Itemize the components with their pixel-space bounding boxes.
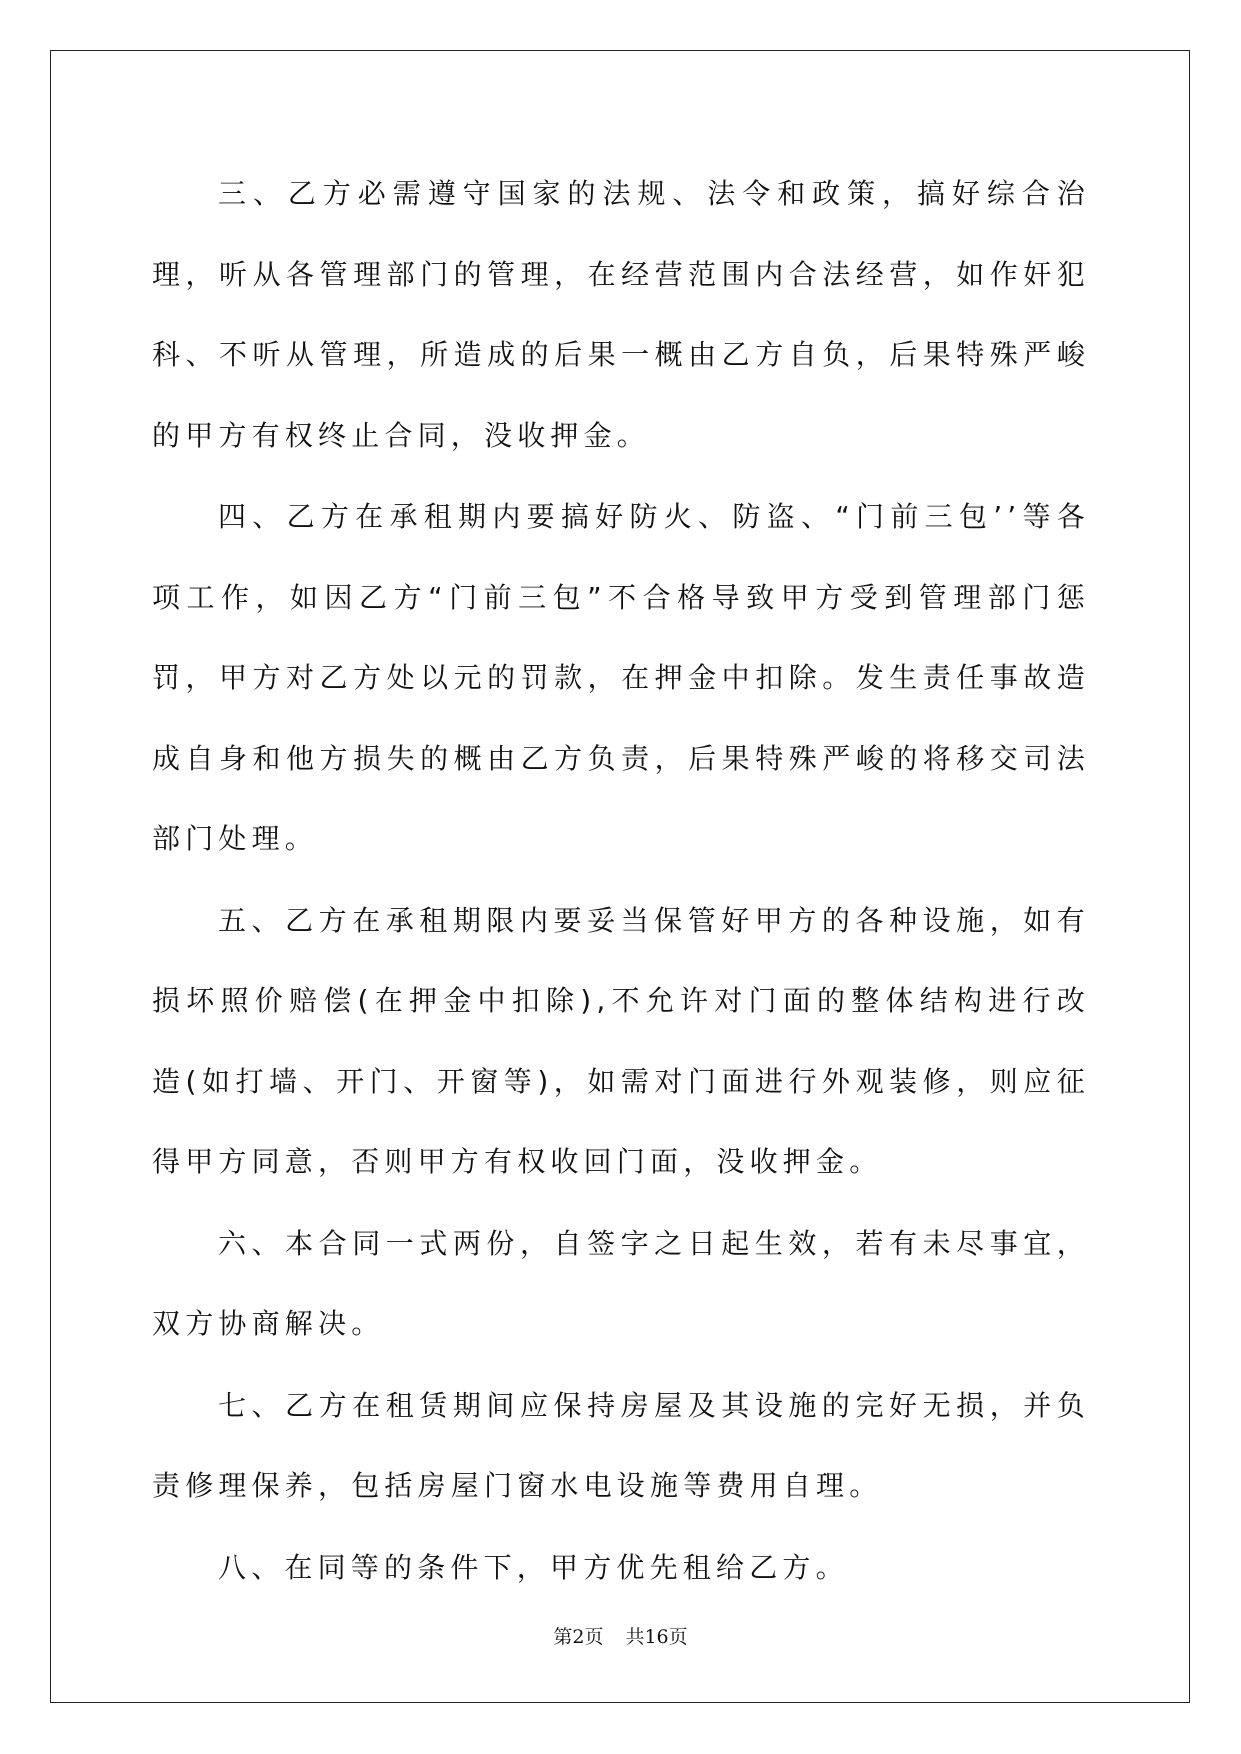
- clause-5-paragraph: 五、乙方在承租期限内要妥当保管好甲方的各种设施，如有损坏照价赔偿(在押金中扣除),不允许对门面的整体结构进行改造(如打墙、开门、开窗等)，如需对门面进行外观装修，则应征得甲方同意，否则甲方有权收回门面，没收押金。: [152, 903, 1090, 1178]
- page-footer: [0, 1622, 1241, 1649]
- clause-3-paragraph: 三、乙方必需遵守国家的法规、法令和政策，搞好综合治理，听从各管理部门的管理，在经营范围内合法经营，如作奸犯科、不听从管理，所造成的后果一概由乙方自负，后果特殊严峻的甲方有权终止合同，没收押金。: [152, 177, 1090, 452]
- page-number: 第2页: [553, 1626, 604, 1648]
- clause-8-paragraph: 八、在同等的条件下，甲方优先租给乙方。: [218, 1550, 849, 1584]
- clause-7-paragraph: 七、乙方在租赁期间应保持房屋及其设施的完好无损，并负责修理保养，包括房屋门窗水电设施等费用自理。: [152, 1388, 1090, 1502]
- document-body: [152, 154, 1090, 1609]
- clause-6-paragraph: 六、本合同一式两份，自签字之日起生效，若有未尽事宜，双方协商解决。: [152, 1226, 1090, 1340]
- page-total: 共16页: [625, 1626, 688, 1648]
- clause-4-paragraph: 四、乙方在承租期内要搞好防火、防盗、“门前三包’’等各项工作，如因乙方“门前三包”不合格导致甲方受到管理部门惩罚，甲方对乙方处以元的罚款，在押金中扣除。发生责任事故造成自身和他方损失的概由乙方负责，后果特殊严峻的将移交司法部门处理。: [152, 500, 1090, 855]
